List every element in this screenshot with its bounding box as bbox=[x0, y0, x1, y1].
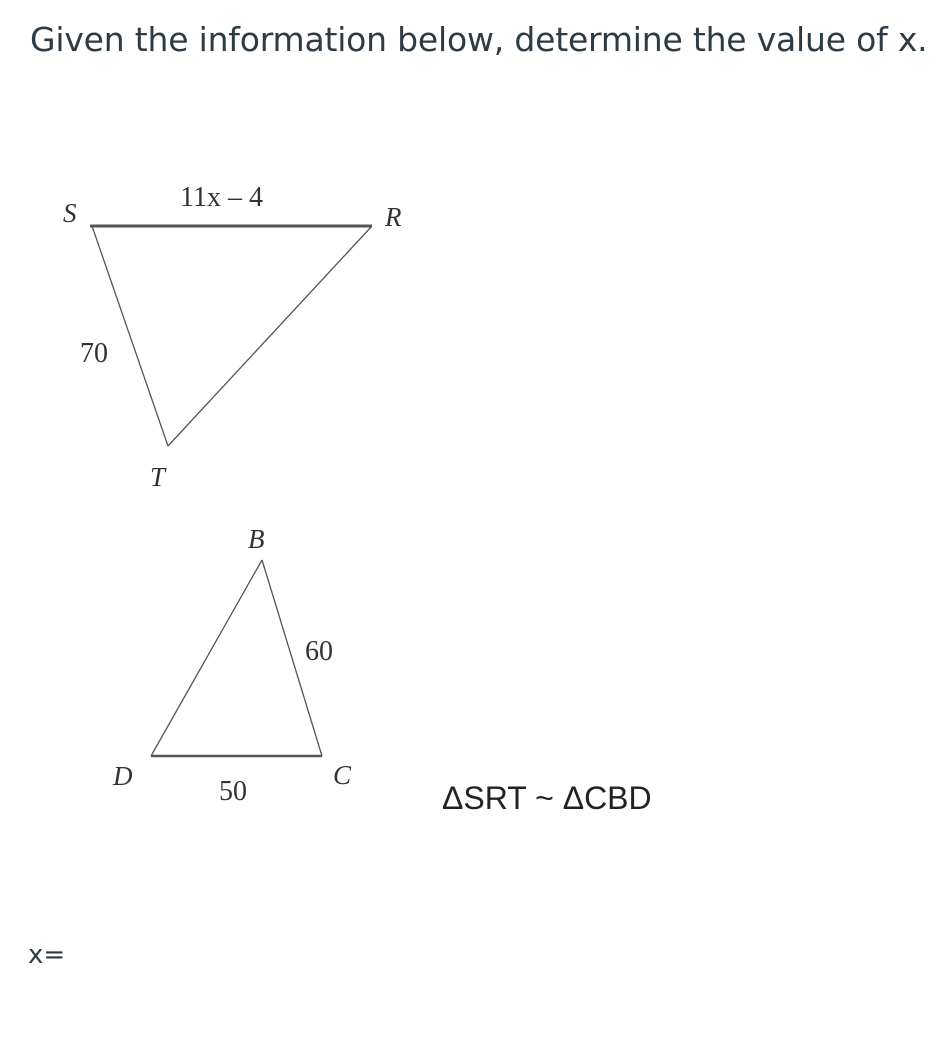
vertex-b-label: B bbox=[248, 524, 265, 554]
side-st bbox=[92, 226, 168, 446]
triangle-cbd bbox=[151, 560, 322, 756]
side-rt bbox=[168, 226, 372, 446]
vertex-r-label: R bbox=[385, 202, 402, 232]
vertex-d-label: D bbox=[113, 761, 133, 791]
side-bc-label: 60 bbox=[305, 636, 333, 667]
vertex-c-label: C bbox=[333, 760, 352, 790]
side-sr-label: 11x – 4 bbox=[180, 182, 263, 213]
side-st-label: 70 bbox=[80, 338, 108, 369]
side-bd bbox=[151, 560, 262, 756]
side-dc-label: 50 bbox=[219, 776, 247, 807]
similarity-statement: ΔSRT ~ ΔCBD bbox=[442, 780, 652, 816]
triangle-srt bbox=[90, 226, 372, 446]
vertex-t-label: T bbox=[150, 462, 166, 492]
vertex-s-label: S bbox=[63, 198, 77, 228]
answer-label: x= bbox=[28, 940, 66, 970]
question-text: Given the information below, determine the value of x. bbox=[30, 20, 928, 59]
